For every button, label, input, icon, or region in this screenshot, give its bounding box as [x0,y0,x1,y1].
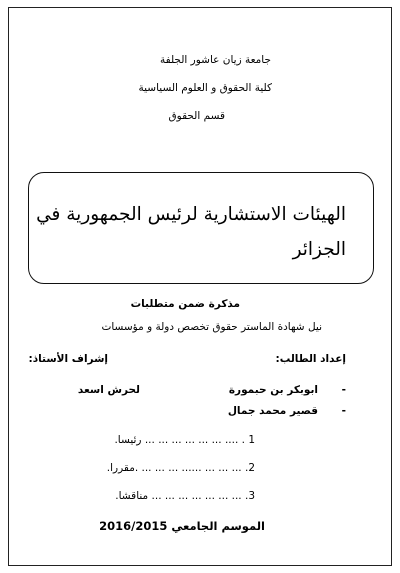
department-name: قسم الحقوق [168,110,225,122]
student-name: قصير محمد جمال [227,405,318,417]
title-box [28,172,374,284]
supervisor-label: إشراف الأستاذ: [28,353,108,365]
memo-line-1: مذكرة ضمن متطلبات [130,298,240,310]
student-bullet: - [341,384,346,396]
committee-row: 3. ... ... ... ... ... ... ... مناقشا. [115,490,255,502]
thesis-title-line-1: الهيئات الاستشارية لرئيس الجمهورية في [36,204,346,225]
supervisor-name: لحرش اسعد [77,384,140,396]
committee-row: 2. ... ... ... ...... ... ... ... .مقررا. [106,462,255,474]
committee-row: 1 . .... ... ... ... ... ... ... رئيسا. [114,434,255,446]
student-bullet: - [341,405,346,417]
thesis-title-line-2: الجزائر [292,239,346,260]
students-label: إعداد الطالب: [275,353,346,365]
memo-line-2: نيل شهادة الماستر حقوق تخصص دولة و مؤسسات [101,321,322,333]
university-name: جامعة زيان عاشور الجلفة [160,54,271,66]
student-name: ابوبكر بن حبمورة [228,384,318,396]
academic-year: الموسم الجامعي 2016/2015 [99,519,265,533]
faculty-name: كلية الحقوق و العلوم السياسية [138,82,272,94]
